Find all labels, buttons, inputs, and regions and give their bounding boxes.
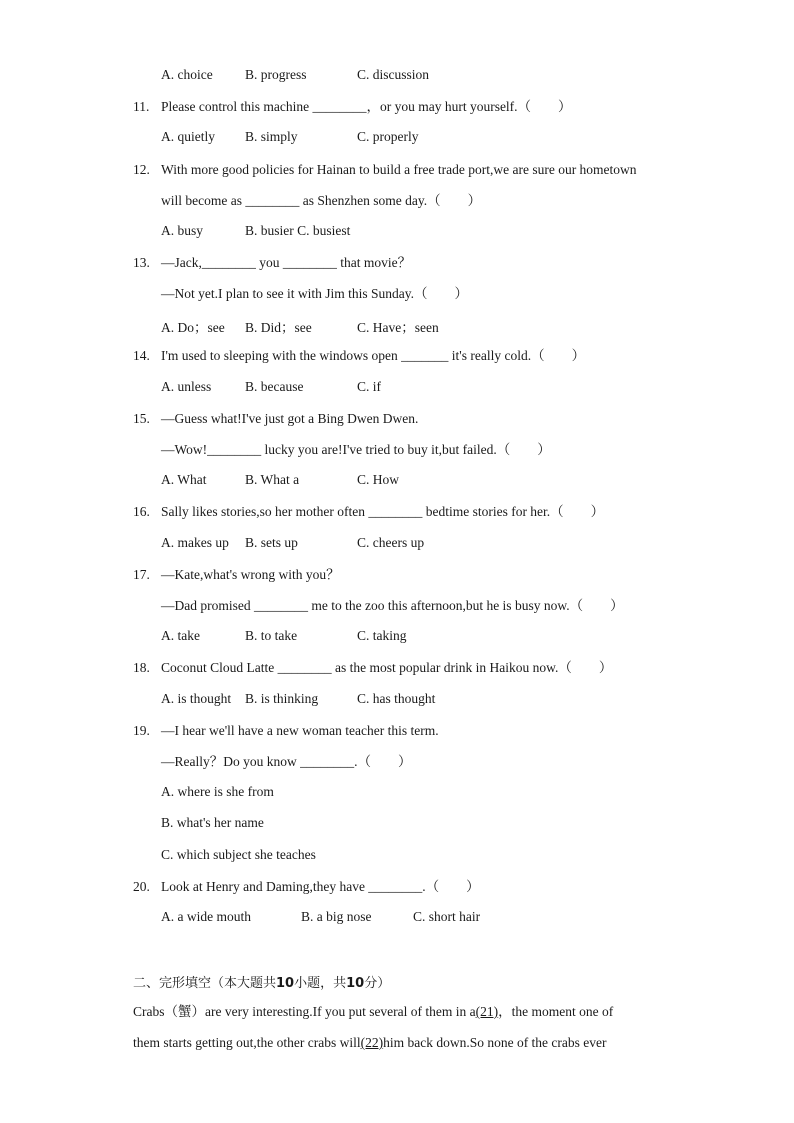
q10-option-c: C. discussion <box>357 67 430 82</box>
section-question-count: 10 <box>276 976 295 991</box>
option-b: B. busier C. busiest <box>245 223 351 238</box>
option-b: B. because <box>245 379 304 394</box>
question-text: —Dad promised ________ me to the zoo this afternoon,but he is busy now.（ ） <box>161 598 624 613</box>
question-text: Coconut Cloud Latte ________ as the most popular drink in Haikou now.（ ） <box>161 660 613 675</box>
question-text: —Really？Do you know ________.（ ） <box>161 754 412 769</box>
question-number: 12. <box>133 162 150 177</box>
option-c: C. How <box>357 472 400 487</box>
question-text: Look at Henry and Daming,they have ________.（ ） <box>161 879 480 894</box>
option-a: A. is thought <box>161 691 232 706</box>
question-text: Please control this machine ________，or you may hurt yourself.（ ） <box>161 99 572 114</box>
question-text: will become as ________ as Shenzhen some day.（ ） <box>161 193 482 208</box>
option-c: C. short hair <box>413 909 481 924</box>
question-text: —I hear we'll have a new woman teacher this term. <box>161 723 439 738</box>
option-c: C. which subject she teaches <box>161 847 316 862</box>
section-score: 10 <box>346 976 365 991</box>
option-c: C. Have；seen <box>357 320 439 335</box>
passage-text: Crabs（蟹）are very interesting.If you put several of them in a <box>133 1004 476 1019</box>
option-c: C. taking <box>357 628 407 643</box>
option-a: A. busy <box>161 223 204 238</box>
question-number: 20. <box>133 879 150 894</box>
question-text: —Jack,________ you ________ that movie？ <box>161 255 412 270</box>
question-number: 17. <box>133 567 150 582</box>
q10-option-a: A. choice <box>161 67 213 82</box>
passage-text: him back down.So none of the crabs ever <box>383 1035 607 1050</box>
section-title-post: 分） <box>364 976 391 991</box>
option-b: B. what's her name <box>161 815 264 830</box>
section-title <box>133 972 390 991</box>
option-c: C. if <box>357 379 382 394</box>
question-text: —Not yet.I plan to see it with Jim this Sunday.（ ） <box>161 286 468 301</box>
option-a: A. unless <box>161 379 212 394</box>
option-a: A. makes up <box>161 535 229 550</box>
q10-option-b: B. progress <box>245 67 307 82</box>
option-b: B. simply <box>245 129 298 144</box>
section-title-mid: 小题，共 <box>294 976 347 991</box>
option-b: B. to take <box>245 628 298 643</box>
question-text: —Wow!________ lucky you are!I've tried to buy it,but failed.（ ） <box>161 442 551 457</box>
question-number: 16. <box>133 504 150 519</box>
question-number: 14. <box>133 348 150 363</box>
passage-line <box>133 1003 613 1021</box>
option-b: B. a big nose <box>301 909 372 924</box>
question-text: With more good policies for Hainan to build a free trade port,we are sure our hometown <box>161 162 637 177</box>
option-a: A. take <box>161 628 200 643</box>
passage-text: ，the moment one of <box>498 1004 614 1019</box>
option-a: A. quietly <box>161 129 215 144</box>
option-b: B. is thinking <box>245 691 319 706</box>
question-number: 11. <box>133 99 150 114</box>
question-number: 19. <box>133 723 150 738</box>
question-text: —Guess what!I've just got a Bing Dwen Dwen. <box>161 411 419 426</box>
passage-line <box>133 1034 607 1052</box>
option-c: C. has thought <box>357 691 436 706</box>
question-text: I'm used to sleeping with the windows open _______ it's really cold.（ ） <box>161 348 586 363</box>
option-c: C. properly <box>357 129 419 144</box>
blank-21: (21) <box>475 1004 499 1019</box>
question-number: 15. <box>133 411 150 426</box>
option-a: A. where is she from <box>161 784 274 799</box>
question-number: 13. <box>133 255 150 270</box>
option-b: B. What a <box>245 472 300 487</box>
option-a: A. What <box>161 472 207 487</box>
blank-22: (22) <box>360 1035 384 1050</box>
question-text: Sally likes stories,so her mother often ________ bedtime stories for her.（ ） <box>161 504 605 519</box>
option-a: A. a wide mouth <box>161 909 251 924</box>
section-title-pre: 二、完形填空（本大题共 <box>133 976 277 991</box>
option-b: B. sets up <box>245 535 298 550</box>
question-text: —Kate,what's wrong with you？ <box>161 567 340 582</box>
option-a: A. Do；see <box>161 320 225 335</box>
option-b: B. Did；see <box>245 320 312 335</box>
option-c: C. cheers up <box>357 535 425 550</box>
question-number: 18. <box>133 660 150 675</box>
passage-text: them starts getting out,the other crabs will <box>133 1035 361 1050</box>
